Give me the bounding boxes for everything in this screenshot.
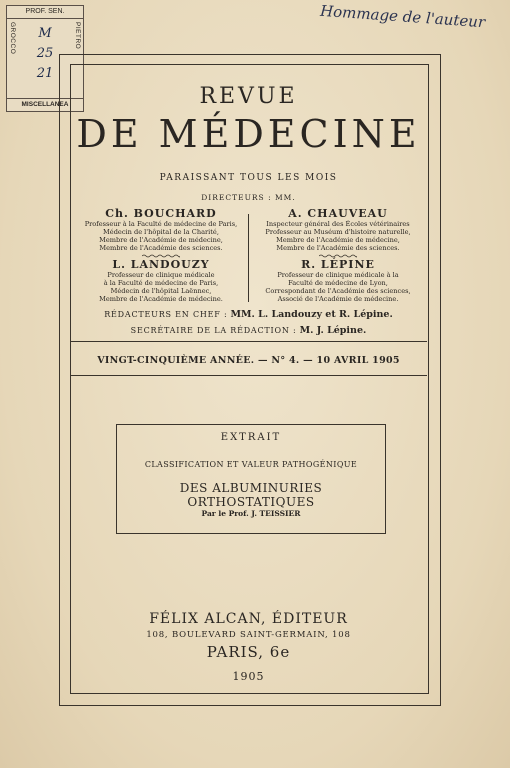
stamp-bottom-text: MISCELLANEA [7, 98, 83, 111]
publisher-name: FÉLIX ALCAN, ÉDITEUR [149, 611, 348, 627]
director-title: Médecin de l'hôpital de la Charité, [103, 228, 219, 237]
director-title: à la Faculté de médecine de Paris, [103, 279, 219, 288]
director-title: Correspondant de l'Académie des sciences, [265, 287, 411, 296]
director-bouchard [76, 207, 246, 260]
stamp-number: 25 [36, 46, 54, 61]
rule-top [70, 341, 427, 342]
director-name: L. LANDOUZY [112, 258, 210, 271]
director-title: Professeur au Muséum d'histoire naturelle, [265, 228, 411, 237]
article-title-line1: CLASSIFICATION ET VALEUR PATHOGÉNIQUE [144, 460, 358, 469]
director-title: Associé de l'Académie de médecine. [277, 295, 399, 304]
article-author: Par le Prof. J. TEISSIER [201, 509, 301, 518]
director-title: Professeur de clinique médicale [107, 271, 215, 279]
stamp-left-text: GROCCO [9, 22, 16, 55]
director-name: R. LÉPINE [301, 258, 375, 271]
stamp-number: M [38, 26, 52, 41]
inner-border [70, 64, 429, 694]
director-name: A. CHAUVEAU [288, 207, 388, 220]
director-title: Membre de l'Académie des sciences. [99, 244, 223, 253]
handwritten-dedication: Hommage de l'auteur [319, 1, 486, 32]
director-title: Membre de l'Académie des sciences. [276, 244, 400, 253]
directors-divider [248, 214, 249, 302]
stamp-top-text: PROF. SEN. [7, 6, 83, 19]
director-title: Membre de l'Académie de médecine, [276, 236, 400, 245]
secretaire-line [70, 325, 427, 336]
journal-title: DE MÉDECINE [76, 112, 421, 156]
director-title: Inspecteur général des Écoles vétérinaires [266, 220, 410, 228]
redacteurs-line [70, 309, 427, 320]
publisher-city: PARIS, 6e [206, 643, 291, 661]
issue-line: VINGT-CINQUIÈME ANNÉE. — N° 4. — 10 AVRIL 1905 [97, 355, 400, 366]
director-landouzy [76, 258, 246, 303]
director-chauveau [252, 207, 424, 260]
publication-year: 1905 [232, 670, 265, 683]
publisher-address: 108, BOULEVARD SAINT-GERMAIN, 108 [146, 630, 351, 640]
secretaire-name: M. J. Lépine. [299, 325, 367, 336]
secretaire-label: SECRÉTAIRE DE LA RÉDACTION : [130, 326, 297, 335]
directors-heading: DIRECTEURS : MM. [201, 193, 296, 202]
article-title-line2: DES ALBUMINURIES ORTHOSTATIQUES [179, 481, 323, 509]
stamp-number: 21 [36, 66, 54, 81]
extrait-label: EXTRAIT [220, 432, 282, 443]
frequency-line: PARAISSANT TOUS LES MOIS [159, 173, 338, 183]
director-lepine [252, 258, 424, 303]
stamp-right-text: PIETRO [74, 22, 81, 50]
director-title: Professeur à la Faculté de médecine de Paris, [84, 220, 238, 228]
redacteurs-names: MM. L. Landouzy et R. Lépine. [230, 309, 393, 320]
director-title: Médecin de l'hôpital Laënnec, [110, 287, 212, 296]
rule-bottom [70, 375, 427, 376]
director-title: Membre de l'Académie de médecine. [99, 295, 223, 304]
director-name: Ch. BOUCHARD [105, 207, 217, 220]
director-title: Membre de l'Académie de médecine, [99, 236, 223, 245]
director-title: Professeur de clinique médicale à la [277, 271, 399, 279]
director-title: Faculté de médecine de Lyon, [288, 279, 388, 288]
redacteurs-label: RÉDACTEURS EN CHEF : [104, 310, 228, 319]
revue-label: REVUE [199, 84, 298, 109]
